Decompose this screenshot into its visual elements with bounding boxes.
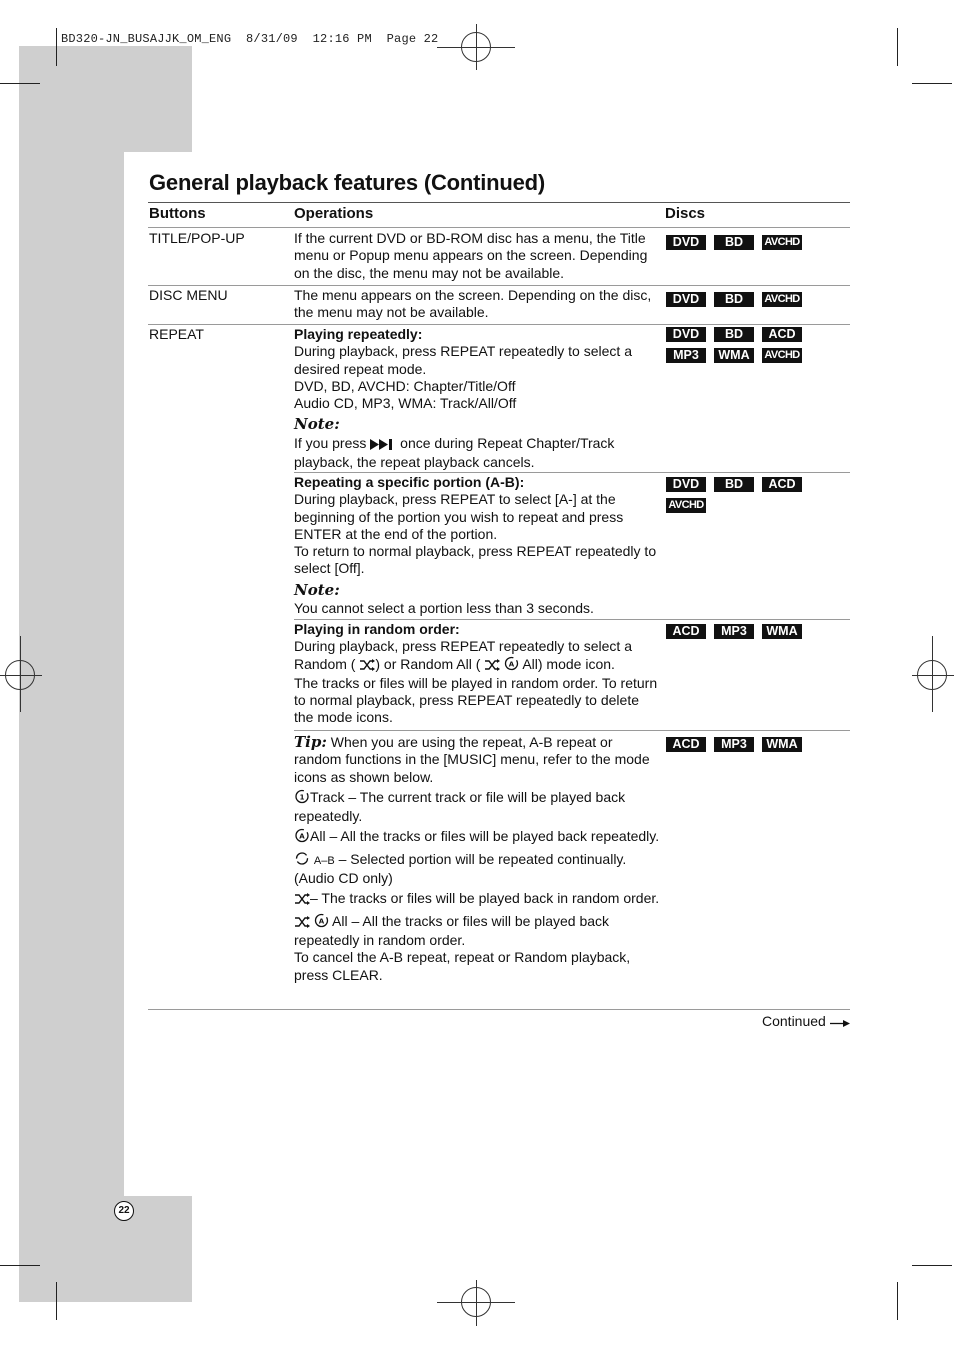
operation-ab-repeat (294, 474, 662, 617)
button-repeat: REPEAT (149, 326, 204, 342)
repeat-track-icon (294, 789, 310, 808)
continued-label: Continued (762, 1013, 850, 1031)
operation-text: To return to normal playback, press REPEAT repeatedly to select [Off]. (294, 543, 657, 577)
print-slug: BD320-JN_BUSAJJK_OM_ENG 8/31/09 12:16 PM Page 22 (61, 32, 439, 46)
operation-random (294, 621, 662, 727)
operation-text: During playback, press REPEAT repeatedly to select a desired repeat mode. (294, 343, 632, 377)
button-title-popup: TITLE/POP-UP (149, 230, 245, 246)
tip-label: Tip: (294, 733, 327, 751)
gray-margin-bottom (19, 1196, 192, 1302)
disc-badge: AVCHD (762, 292, 802, 307)
section-heading: Playing repeatedly: (294, 326, 423, 342)
crop-mark (897, 28, 898, 66)
disc-badge: WMA (714, 348, 754, 363)
svg-text:A: A (318, 917, 325, 926)
operation-text: During playback, press REPEAT to select [A-] at the beginning of the portion you wish to repeat and press ENTER at the end of the portion. (294, 491, 624, 542)
page-number: 22 (114, 1201, 134, 1221)
disc-badge: WMA (762, 737, 802, 752)
button-disc-menu: DISC MENU (149, 287, 228, 303)
tip-text: Tip: When you are using the repeat, A-B repeat or random functions in the [MUSIC] menu, refer to the mode icons as shown below. (294, 733, 650, 785)
header-operations: Operations (294, 205, 374, 222)
discs-tip (666, 737, 846, 758)
disc-badge: DVD (666, 477, 706, 492)
repeat-all-icon (314, 913, 329, 932)
skip-forward-icon (370, 437, 396, 454)
disc-badge: AVCHD (762, 235, 802, 250)
operation-text: Audio CD, MP3, WMA: Track/All/Off (294, 395, 517, 412)
crop-mark (912, 83, 952, 84)
shuffle-icon (359, 658, 375, 675)
disc-badge: ACD (666, 737, 706, 752)
row-rule (148, 324, 850, 325)
disc-badge: BD (714, 327, 754, 342)
section-heading: Repeating a specific portion (A-B): (294, 474, 525, 490)
shuffle-icon (294, 892, 310, 909)
disc-badge: ACD (762, 477, 802, 492)
operation-title-popup (294, 230, 662, 282)
svg-text:A: A (299, 832, 305, 841)
disc-badge: AVCHD (666, 498, 706, 513)
discs-ab-repeat (666, 477, 846, 519)
operation-text: The tracks or files will be played in random order. To return to normal playback, press REPEAT repeatedly to delete the mode icons. (294, 674, 658, 726)
operation-text: During playback, press REPEAT repeatedly to select a (294, 638, 632, 655)
note-text: If you press once during Repeat Chapter/Track playback, the repeat playback cancels. (294, 434, 615, 471)
disc-badge: DVD (666, 292, 706, 307)
note-text: You cannot select a portion less than 3 seconds. (294, 600, 594, 617)
disc-badge: DVD (666, 235, 706, 250)
repeat-ab-icon (294, 851, 310, 870)
operation-disc-menu (294, 287, 662, 322)
disc-badge: ACD (666, 624, 706, 639)
discs-title-popup (666, 235, 846, 256)
note-label: Note: (294, 580, 340, 599)
operation-repeat (294, 326, 662, 471)
crop-mark (897, 1282, 898, 1320)
table-bottom-rule (148, 1009, 850, 1010)
svg-text:1: 1 (299, 793, 305, 802)
header-rule (148, 227, 850, 228)
repeat-all-icon (504, 656, 519, 675)
row-rule (294, 472, 850, 473)
header-discs: Discs (665, 205, 706, 222)
discs-random (666, 624, 846, 645)
gray-margin-left (19, 152, 124, 1302)
disc-badge: MP3 (666, 348, 706, 363)
crop-mark (56, 28, 57, 66)
discs-repeat (666, 327, 846, 369)
discs-disc-menu (666, 292, 846, 313)
tip-ab: A–B – Selected portion will be repeated continually. (Audio CD only) (294, 850, 627, 887)
shuffle-icon (294, 915, 310, 932)
note-label: Note: (294, 415, 340, 434)
arrow-right-icon (830, 1015, 850, 1031)
gray-margin-top (19, 46, 192, 152)
operation-text: If the current DVD or BD-ROM disc has a menu, the Title menu or Popup menu appears on the screen. Depending on the disc, the menu may not be available. (294, 230, 648, 281)
row-rule (294, 619, 850, 620)
disc-badge: BD (714, 235, 754, 250)
tip-random-all: A All – All the tracks or files will be played back repeatedly in random order. (294, 912, 610, 948)
row-rule (294, 730, 850, 731)
disc-badge: DVD (666, 327, 706, 342)
disc-badge: BD (714, 477, 754, 492)
operation-text: The menu appears on the screen. Depending on the disc, the menu may not be available. (294, 287, 652, 321)
disc-badge: ACD (762, 327, 802, 342)
section-heading: Playing in random order: (294, 621, 460, 637)
repeat-all-icon (294, 828, 310, 847)
disc-badge: AVCHD (762, 348, 802, 363)
title-rule (148, 202, 850, 203)
tip-all: A All – All the tracks or files will be played back repeatedly. (294, 828, 662, 847)
crop-mark (56, 1282, 57, 1320)
tip-track: 1 Track – The current track or file will be played back repeatedly. (294, 788, 626, 825)
row-rule (148, 285, 850, 286)
svg-text:A: A (508, 660, 515, 669)
disc-badge: WMA (762, 624, 802, 639)
tip-random: – The tracks or files will be played back in random order. (294, 890, 662, 909)
operation-text: Random ( ) or Random All ( A All) mode icon. (294, 656, 662, 675)
page-title: General playback features (Continued) (149, 170, 546, 195)
operation-text: DVD, BD, AVCHD: Chapter/Title/Off (294, 377, 516, 394)
shuffle-icon (484, 658, 500, 675)
header-buttons: Buttons (149, 205, 206, 222)
tip-cancel: To cancel the A-B repeat, repeat or Random playback, press CLEAR. (294, 949, 631, 983)
crop-mark (0, 83, 40, 84)
disc-badge: MP3 (714, 737, 754, 752)
disc-badge: MP3 (714, 624, 754, 639)
disc-badge: BD (714, 292, 754, 307)
crop-mark (912, 1265, 952, 1266)
operation-tip (294, 734, 662, 984)
crop-mark (0, 1265, 40, 1266)
